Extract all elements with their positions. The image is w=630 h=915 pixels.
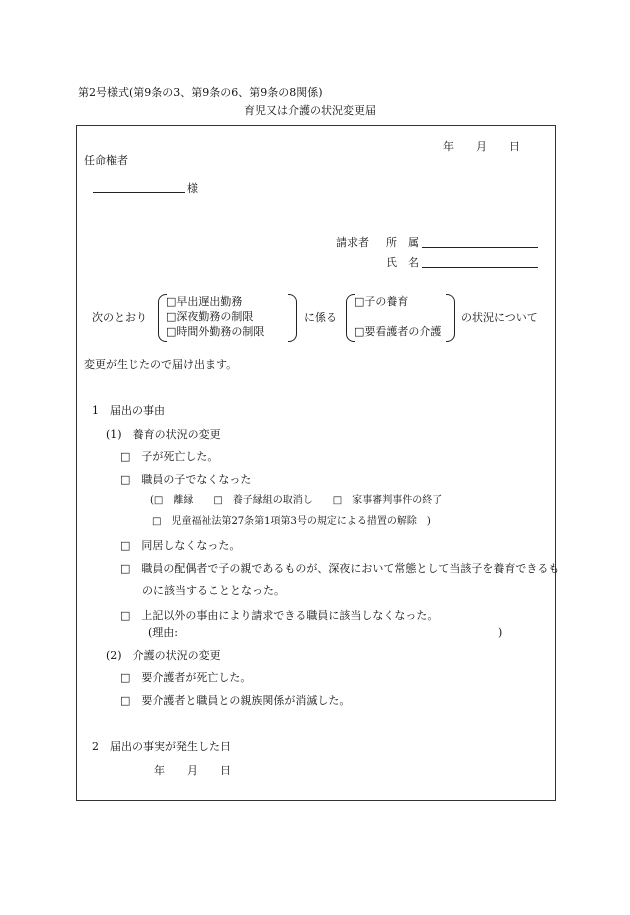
submission-date[interactable]: 年 月 日 <box>443 140 520 153</box>
name-field[interactable] <box>422 267 538 268</box>
addressee-name-line[interactable] <box>93 192 185 193</box>
reasons-row2[interactable]: □ 児童福祉法第27条第1項第3号の規定による措置の解除 ) <box>152 516 431 527</box>
sama-label: 様 <box>187 182 198 195</box>
item-not-cohabit[interactable]: □ 同居しなくなった。 <box>120 539 241 552</box>
item-relation-ended[interactable]: □ 要介護者と職員との親族関係が消滅した。 <box>120 694 351 707</box>
requester-label: 請求者 <box>336 236 369 249</box>
sub2-title: (2) 介護の状況の変更 <box>106 649 221 662</box>
form-number: 第2号様式(第9条の3、第9条の6、第9条の8関係) <box>78 86 323 99</box>
item-not-child[interactable]: □ 職員の子でなくなった <box>120 473 252 486</box>
item-care-died[interactable]: □ 要介護者が死亡した。 <box>120 671 252 684</box>
option-early-late-work[interactable]: □早出遅出勤務 <box>166 295 243 308</box>
option-night-work-limit[interactable]: □深夜勤務の制限 <box>166 310 254 323</box>
name-label: 氏 名 <box>386 256 419 269</box>
section2-title: 2 届出の事実が発生した日 <box>92 740 231 753</box>
item-spouse-line1[interactable]: □ 職員の配偶者で子の親であるものが、深夜において常態として当該子を養育できるも <box>120 562 560 575</box>
item-spouse-line2: のに該当することとなった。 <box>142 584 285 597</box>
work-options-right-bracket <box>288 294 297 342</box>
option-child-care[interactable]: □子の養育 <box>354 295 409 308</box>
option-family-care[interactable]: □要看護者の介護 <box>354 325 442 338</box>
reasons-row1[interactable]: (□ 離縁 □ 養子縁組の取消し □ 家事審判事件の終了 <box>150 495 443 506</box>
reason-close: ) <box>498 626 503 639</box>
form-title: 育児又は介護の状況変更届 <box>244 104 376 117</box>
kakaru-label: に係る <box>304 311 337 324</box>
intro-line2: 変更が生じたので届け出ます。 <box>84 358 238 371</box>
item-other-reason[interactable]: □ 上記以外の事由により請求できる職員に該当しなくなった。 <box>120 609 439 622</box>
sub1-title: (1) 養育の状況の変更 <box>106 428 221 441</box>
section1-title: 1 届出の事由 <box>92 404 165 417</box>
occurrence-date[interactable]: 年 月 日 <box>154 764 231 777</box>
affiliation-field[interactable] <box>422 247 538 248</box>
status-suffix: の状況について <box>461 311 538 324</box>
option-overtime-limit[interactable]: □時間外勤務の制限 <box>166 325 265 338</box>
affiliation-label: 所 属 <box>386 236 419 249</box>
care-options-right-bracket <box>446 294 455 342</box>
item-child-died[interactable]: □ 子が死亡した。 <box>120 450 219 463</box>
addressee-label: 任命権者 <box>84 154 128 167</box>
intro-prefix: 次のとおり <box>92 311 147 324</box>
reason-input[interactable] <box>186 624 492 640</box>
reason-open: (理由: <box>148 626 178 639</box>
